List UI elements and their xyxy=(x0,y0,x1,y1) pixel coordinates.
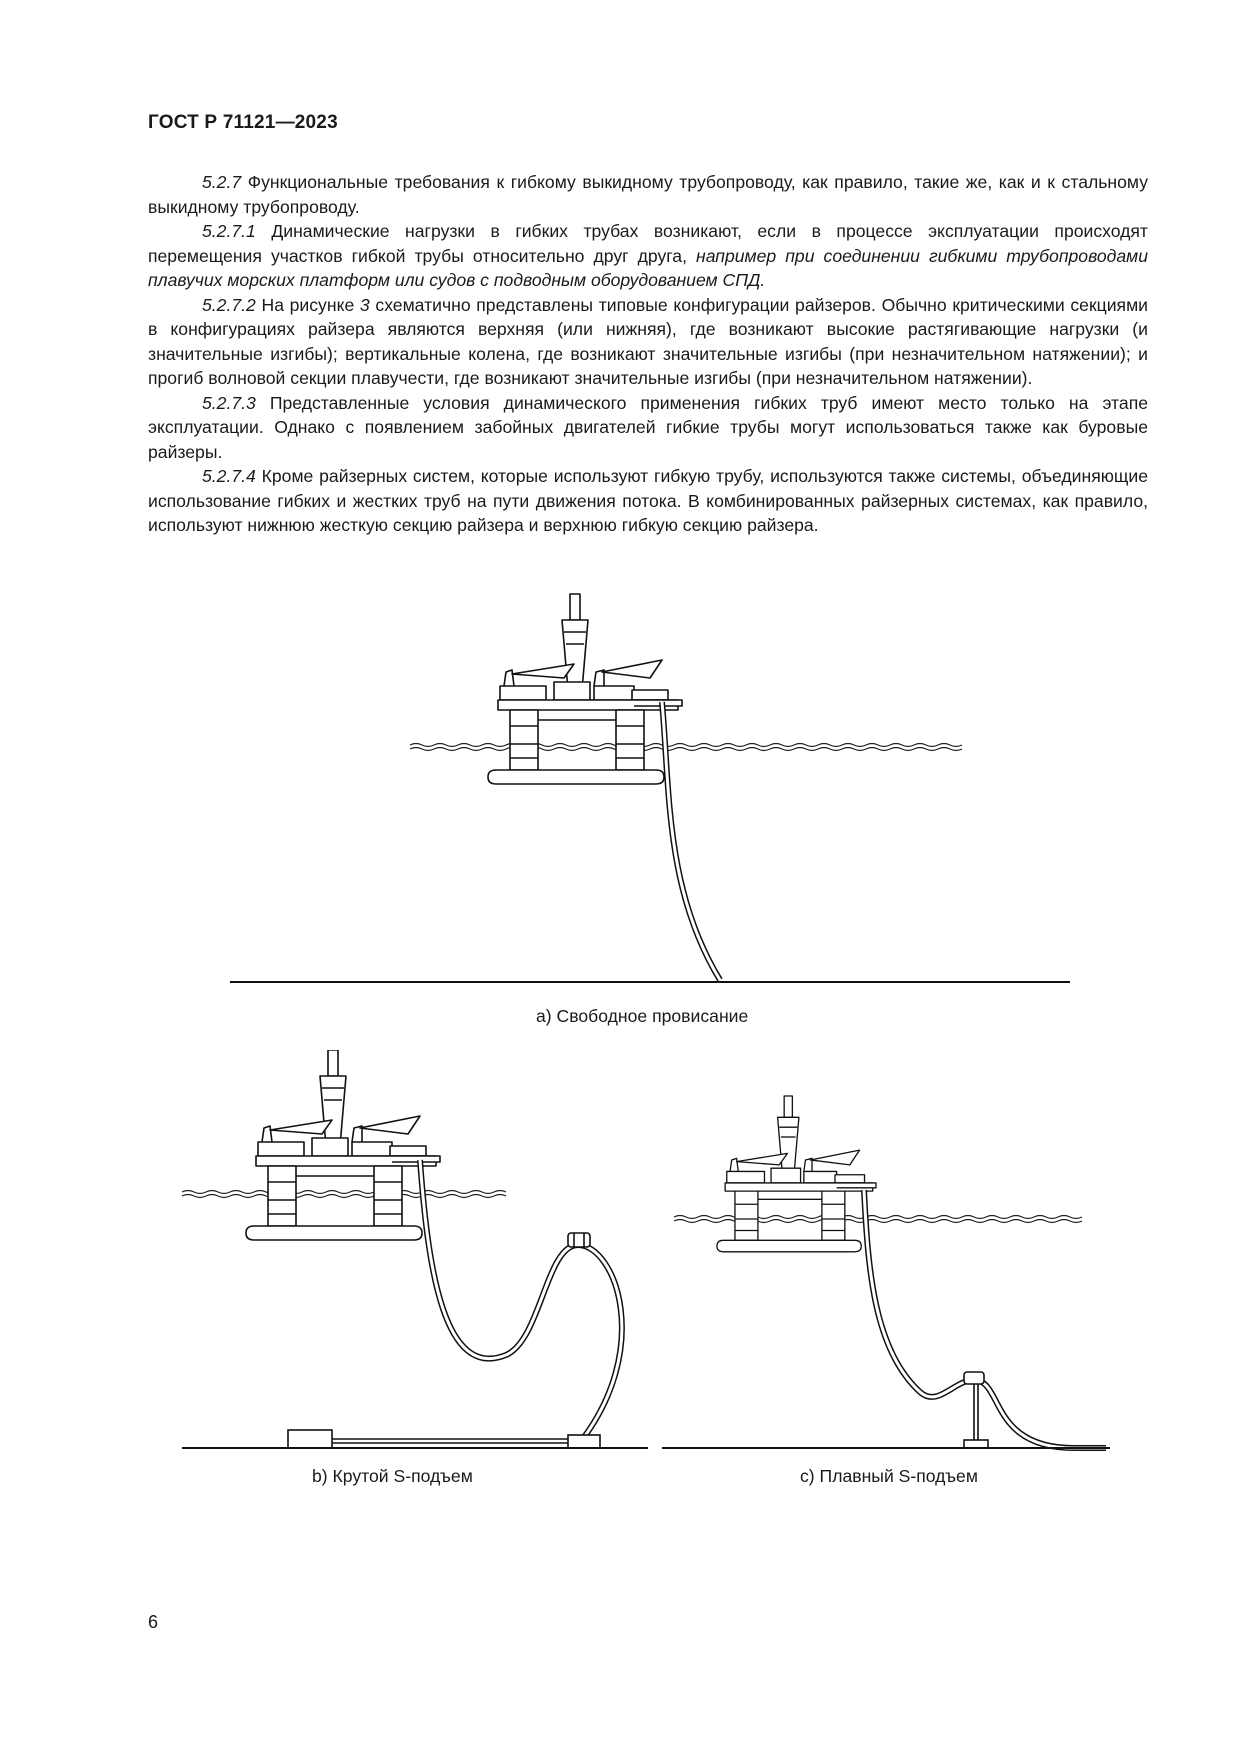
paragraph-text-tail: схематично представлены типовые конфигурации райзеров. Обычно критическими секциями в конфигурациях райзера являются верхняя (или нижняя), где возникают высокие растягивающие нагрузки (и значительные изгибы); вертикальные колена, где возникают значительные изгибы (при незначительном натяжении); и прогиб волновой секции плавучести, где возникают значительные изгибы (при незначительном натяжении). xyxy=(148,294,1149,388)
body-text xyxy=(148,170,1148,538)
flexible-riser xyxy=(662,702,720,980)
riser-base xyxy=(568,1435,600,1448)
paragraph-text: Представленные условия динамического применения гибких труб имеют место только на этапе эксплуатации. Однако с появлением забойных двигателей гибкие трубы могут использоваться также как буровые райзеры. xyxy=(148,392,1149,462)
figure-a-caption: a) Свободное провисание xyxy=(536,1006,749,1026)
flexible-riser-inner xyxy=(864,1190,1106,1448)
figure-b-steep-s xyxy=(176,1050,654,1460)
paragraph-italic-text: например при соединении гибкими трубопроводами плавучих морских платформ или судов с подводным оборудованием СПД. xyxy=(148,245,1149,290)
figure-reference: 3 xyxy=(359,294,370,315)
paragraph-5-2-7-2 xyxy=(148,293,1148,391)
flexible-riser xyxy=(420,1160,622,1445)
paragraph-5-2-7-3 xyxy=(148,391,1148,465)
buoyancy-module xyxy=(568,1233,590,1247)
figure-b-caption: b) Крутой S-подъем xyxy=(312,1466,473,1486)
figure-b-drawing xyxy=(176,1050,654,1460)
clause-number: 5.2.7.2 xyxy=(202,294,256,315)
floating-platform xyxy=(488,594,682,784)
document-code-header: ГОСТ Р 71121—2023 xyxy=(148,112,338,133)
paragraph-text: Динамические нагрузки в гибких трубах возникают, если в процессе эксплуатации происходят перемещения участков гибкой трубы относительно друг друга, xyxy=(148,221,1148,266)
clause-number: 5.2.7 xyxy=(202,172,242,192)
figure-c-caption: c) Плавный S-подъем xyxy=(800,1466,978,1486)
sea-surface-line-2 xyxy=(182,1195,506,1198)
subsea-manifold xyxy=(288,1430,332,1448)
paragraph-text: Кроме райзерных систем, которые используют гибкую трубу, используются также системы, объединяющие использование гибких и жестких труб на пути движения потока. В комбинированных райзерных системах, как правило, используют нижнюю жесткую секцию райзера и верхнюю гибкую секцию райзера. xyxy=(148,466,1149,535)
floating-platform xyxy=(246,1050,440,1240)
sea-surface-line xyxy=(182,1191,506,1194)
paragraph-text: Функциональные требования к гибкому выкидному трубопроводу, как правило, такие же, как и к стальному выкидному трубопроводу. xyxy=(148,172,1149,217)
flexible-riser-inner xyxy=(420,1160,622,1445)
paragraph-5-2-7 xyxy=(148,170,1148,219)
clause-number: 5.2.7.3 xyxy=(202,392,256,413)
figure-a-drawing xyxy=(220,590,1080,1000)
paragraph-5-2-7-4 xyxy=(148,464,1148,538)
page-number: 6 xyxy=(148,1612,159,1632)
figure-c-lazy-s xyxy=(658,1090,1114,1460)
paragraph-5-2-7-1 xyxy=(148,219,1148,293)
sea-surface-line-2 xyxy=(410,748,962,751)
paragraph-text: На рисунке xyxy=(261,294,355,315)
clause-number: 5.2.7.1 xyxy=(202,221,256,241)
floating-platform xyxy=(717,1096,876,1252)
figure-c-drawing xyxy=(658,1090,1114,1460)
clause-number: 5.2.7.4 xyxy=(202,466,256,486)
flexible-riser xyxy=(864,1190,1106,1448)
figure-a-free-hanging xyxy=(220,590,1080,1000)
sea-surface-line xyxy=(410,744,962,747)
